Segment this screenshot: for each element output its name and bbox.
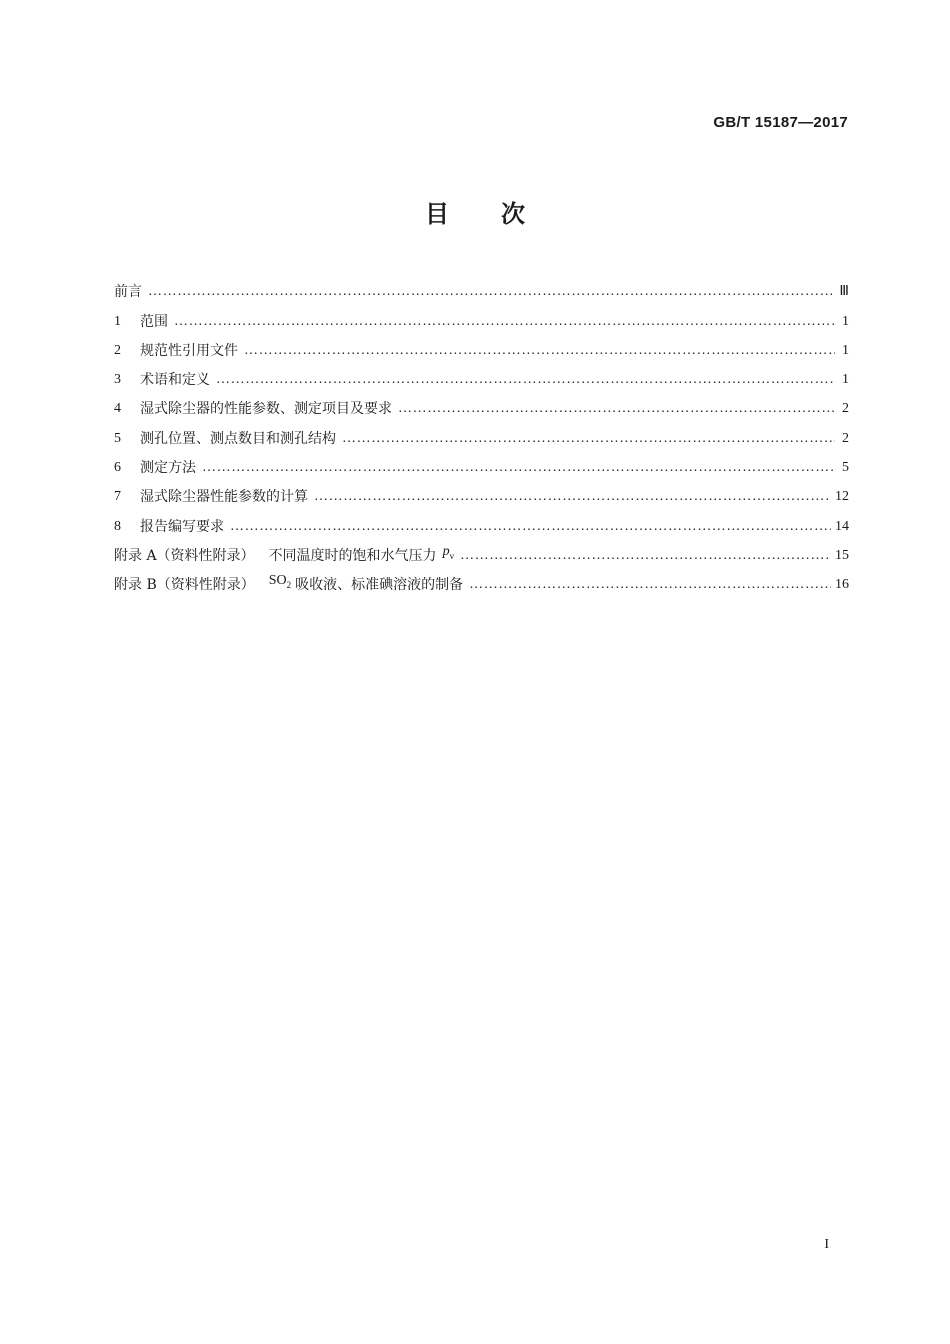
toc-page-number: 1 — [842, 342, 849, 358]
toc-leader-dots — [469, 575, 831, 595]
toc-label: 术语和定义 — [140, 372, 210, 389]
chemical-formula-subscript: 2 — [286, 580, 292, 591]
toc-entry-foreword[interactable] — [114, 273, 849, 302]
toc-entry-4[interactable] — [114, 390, 849, 419]
toc-leader-dots — [398, 399, 835, 419]
chemical-formula: SO — [268, 573, 287, 589]
toc-symbol — [443, 542, 455, 566]
table-of-contents — [114, 273, 849, 595]
toc-label: 前言 — [114, 284, 142, 301]
toc-page-number: 16 — [835, 577, 849, 593]
toc-leader-dots — [244, 341, 835, 361]
standard-number: GB/T 15187—2017 — [713, 114, 848, 131]
toc-page-number: 5 — [842, 460, 849, 476]
toc-label: 范围 — [140, 313, 168, 330]
toc-entry-appendix-b[interactable] — [114, 566, 849, 595]
toc-section-number: 5 — [114, 430, 121, 446]
toc-leader-dots — [216, 370, 835, 390]
toc-section-number: 2 — [114, 342, 121, 358]
toc-label: 不同温度时的饱和水气压力 — [268, 547, 437, 564]
footer-page-number: I — [824, 1237, 829, 1252]
toc-page-number: 14 — [835, 518, 849, 534]
toc-section-number: 3 — [114, 372, 121, 388]
toc-page-number: 1 — [842, 313, 849, 329]
toc-entry-8[interactable] — [114, 507, 849, 536]
toc-page-number: 2 — [842, 430, 849, 446]
toc-section-number: 8 — [114, 518, 121, 534]
toc-label: 湿式除尘器的性能参数、测定项目及要求 — [140, 401, 392, 418]
toc-leader-dots — [174, 312, 835, 332]
toc-leader-dots — [230, 517, 831, 537]
toc-label: 吸收液、标准碘溶液的制备 — [295, 577, 464, 594]
toc-label: 规范性引用文件 — [140, 342, 238, 359]
toc-page-number: 1 — [842, 372, 849, 388]
toc-entry-5[interactable] — [114, 419, 849, 448]
toc-appendix-prefix: 附录 B（资料性附录） — [114, 577, 255, 594]
toc-entry-3[interactable] — [114, 361, 849, 390]
toc-label: 报告编写要求 — [140, 518, 224, 535]
toc-section-number: 4 — [114, 401, 121, 417]
toc-leader-dots — [460, 546, 831, 566]
toc-label: 湿式除尘器性能参数的计算 — [140, 489, 308, 506]
toc-entry-appendix-a[interactable] — [114, 537, 849, 566]
toc-page-number: 15 — [835, 547, 849, 563]
toc-entry-7[interactable] — [114, 478, 849, 507]
toc-page-number: 12 — [835, 489, 849, 505]
toc-section-number: 7 — [114, 489, 121, 505]
toc-entry-1[interactable] — [114, 302, 849, 331]
toc-appendix-prefix: 附录 A（资料性附录） — [114, 547, 255, 564]
toc-entry-2[interactable] — [114, 332, 849, 361]
page-title: 目次 — [425, 200, 577, 228]
toc-entry-6[interactable] — [114, 449, 849, 478]
pressure-symbol: p — [442, 544, 450, 560]
toc-section-number: 1 — [114, 313, 121, 329]
toc-label: 测孔位置、测点数目和测孔结构 — [140, 430, 336, 447]
toc-page-number: 2 — [842, 401, 849, 417]
toc-page-number: Ⅲ — [839, 284, 849, 300]
toc-leader-dots — [342, 429, 835, 449]
toc-label: 测定方法 — [140, 460, 196, 477]
toc-leader-dots — [314, 487, 831, 507]
toc-leader-dots — [148, 282, 835, 302]
pressure-symbol-subscript: v — [449, 550, 455, 561]
toc-leader-dots — [202, 458, 835, 478]
toc-formula — [269, 571, 291, 595]
toc-section-number: 6 — [114, 460, 121, 476]
